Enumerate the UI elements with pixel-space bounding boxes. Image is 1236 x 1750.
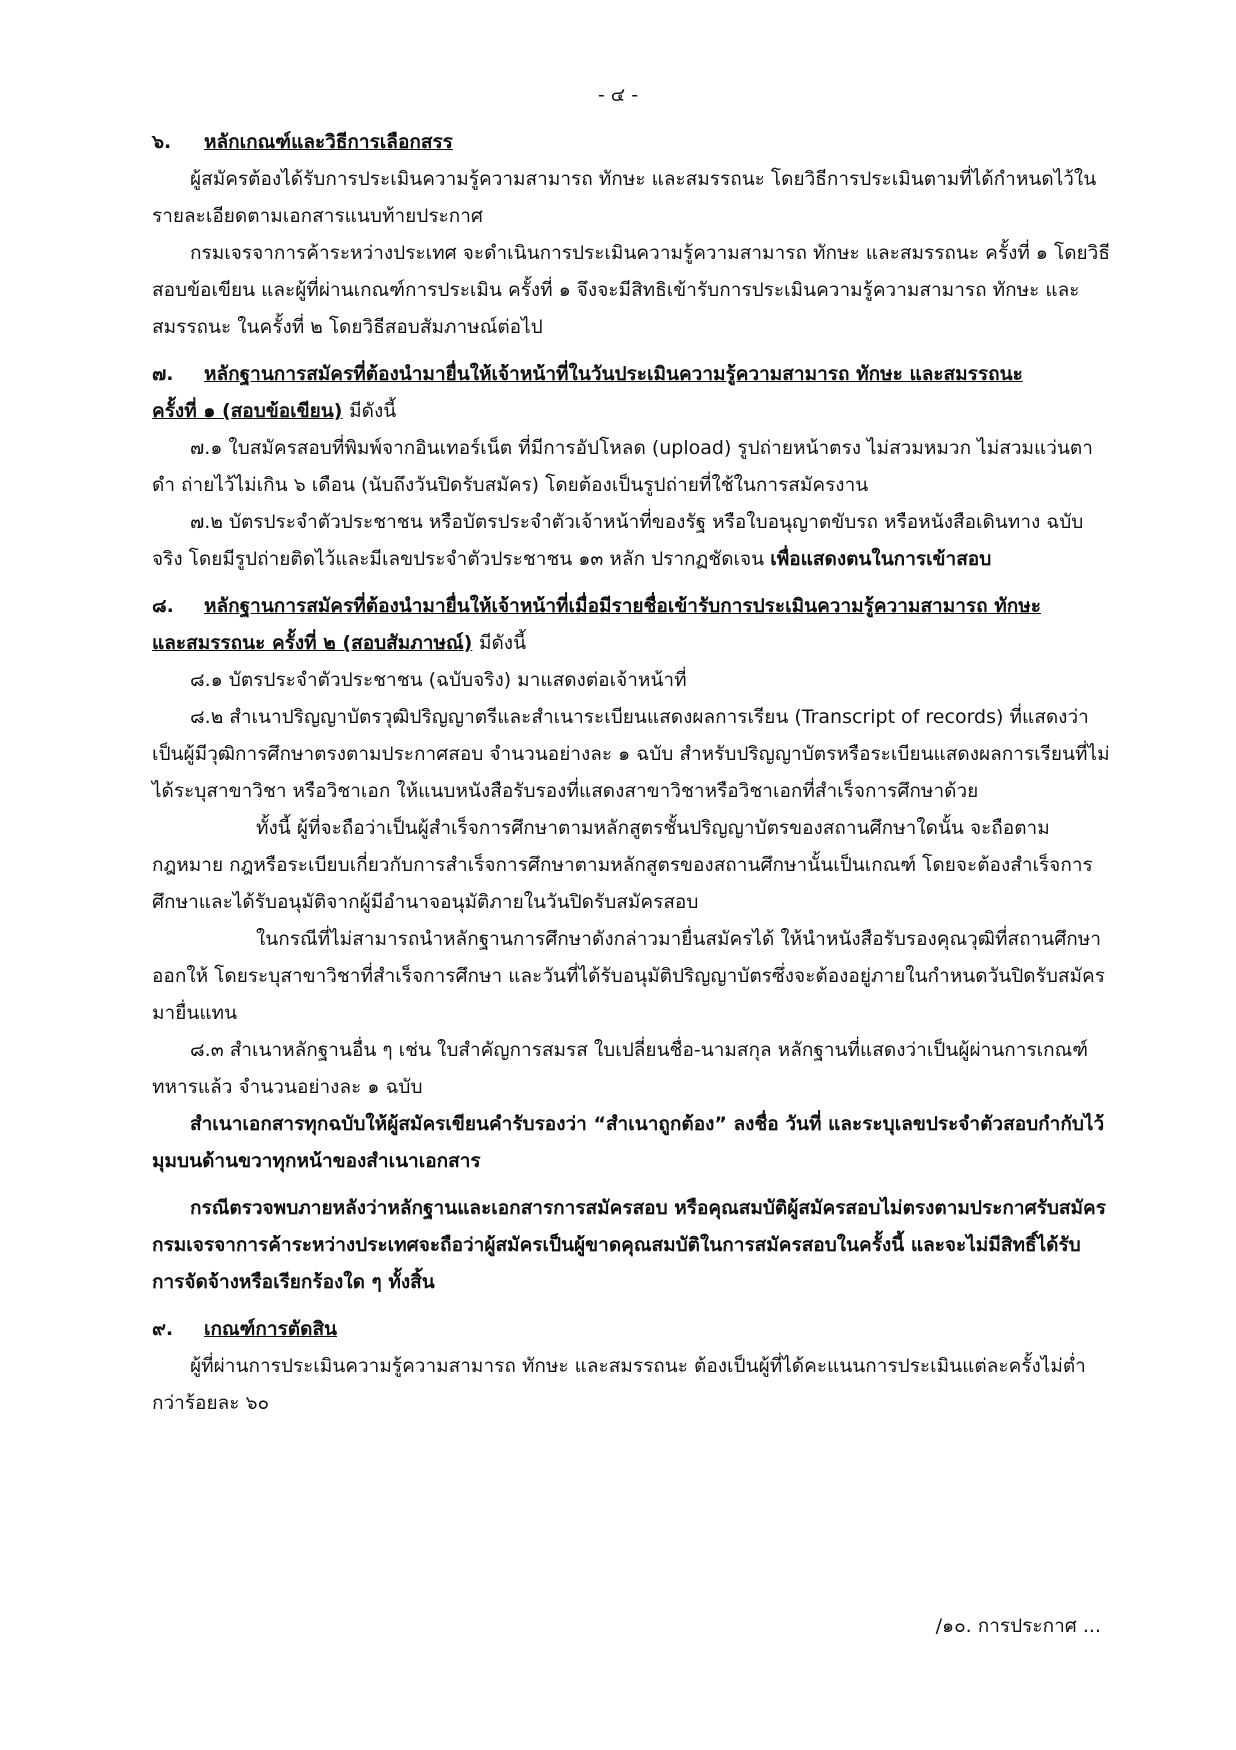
paragraph bbox=[152, 504, 1110, 578]
section-7 bbox=[152, 356, 1110, 578]
section-7-heading-line2 bbox=[152, 393, 1110, 430]
section-number: ๘. bbox=[152, 595, 174, 617]
section-8 bbox=[152, 588, 1110, 1301]
section-6 bbox=[152, 124, 1110, 346]
section-title-suffix: มีดังนี้ bbox=[349, 400, 397, 422]
paragraph: กรมเจรจาการค้าระหว่างประเทศ จะดำเนินการประเมินความรู้ความสามารถ ทักษะ และสมรรถนะ ครั้งที่ ๑ โดยวิธีสอบข้อเขียน และผู้ที่ผ่านเกณฑ์การประเมิน ครั้งที่ ๑ จึงจะมีสิทธิเข้ารับการประเมินความรู้ความสามารถ ทักษะ และสมรรถนะ ในครั้งที่ ๒ โดยวิธีสอบสัมภาษณ์ต่อไป bbox=[152, 242, 1110, 338]
section-6-heading bbox=[152, 124, 1110, 161]
section-7-heading bbox=[152, 356, 1110, 393]
section-title-suffix: มีดังนี้ bbox=[478, 632, 527, 654]
paragraph: ทั้งนี้ ผู้ที่จะถือว่าเป็นผู้สำเร็จการศึกษาตามหลักสูตรชั้นปริญญาบัตรของสถานศึกษาใดนั้น จะถือตามกฎหมาย กฎหรือระเบียบเกี่ยวกับการสำเร็จการศึกษาตามหลักสูตรของสถานศึกษานั้นเป็นเกณฑ์ โดยจะต้องสำเร็จการศึกษาและได้รับอนุมัติจากผู้มีอำนาจอนุมัติภายในวันปิดรับสมัครสอบ bbox=[152, 817, 1093, 913]
paragraph: ในกรณีที่ไม่สามารถนำหลักฐานการศึกษาดังกล่าวมายื่นสมัครได้ ให้นำหนังสือรับรองคุณวุฒิที่สถานศึกษาออกให้ โดยระบุสาขาวิชาที่สำเร็จการศึกษา และวันที่ได้รับอนุมัติปริญญาบัตรซึ่งจะต้องอยู่ภายในกำหนดวันปิดรับสมัครมายื่นแทน bbox=[152, 928, 1105, 1024]
section-title-cont: และสมรรถนะ ครั้งที่ ๒ (สอบสัมภาษณ์) bbox=[152, 632, 473, 654]
page-number: - ๔ - bbox=[597, 84, 639, 106]
section-title: หลักฐานการสมัครที่ต้องนำมายื่นให้เจ้าหน้าที่เมื่อมีรายชื่อเข้ารับการประเมินความรู้ความสามารถ ทักษะ bbox=[204, 595, 1041, 617]
paragraph-text: ๗.๒ บัตรประจำตัวประชาชน หรือบัตรประจำตัวเจ้าหน้าที่ของรัฐ หรือใบอนุญาตขับรถ หรือหนังสือเดินทาง ฉบับจริง โดยมีรูปถ่ายติดไว้และมีเลขประจำตัวประชาชน ๑๓ หลัก ปรากฏชัดเจน bbox=[152, 511, 1084, 570]
section-title: เกณฑ์การตัดสิน bbox=[204, 1318, 338, 1340]
section-number: ๖. bbox=[152, 131, 172, 153]
section-title-cont: ครั้งที่ ๑ (สอบข้อเขียน) bbox=[152, 400, 343, 422]
paragraph-bold: สำเนาเอกสารทุกฉบับให้ผู้สมัครเขียนคำรับรองว่า “สำเนาถูกต้อง” ลงชื่อ วันที่ และระบุเลขประจำตัวสอบกำกับไว้มุมบนด้านขวาทุกหน้าของสำเนาเอกสาร bbox=[152, 1113, 1105, 1172]
section-number: ๗. bbox=[152, 363, 174, 385]
paragraph: ๘.๓ สำเนาหลักฐานอื่น ๆ เช่น ใบสำคัญการสมรส ใบเปลี่ยนชื่อ-นามสกุล หลักฐานที่แสดงว่าเป็นผู้ผ่านการเกณฑ์ทหารแล้ว จำนวนอย่างละ ๑ ฉบับ bbox=[152, 1039, 1089, 1098]
section-title: หลักฐานการสมัครที่ต้องนำมายื่นให้เจ้าหน้าที่ในวันประเมินความรู้ความสามารถ ทักษะ และสมรรถนะ bbox=[204, 363, 1023, 385]
paragraph-bold: กรณีตรวจพบภายหลังว่าหลักฐานและเอกสารการสมัครสอบ หรือคุณสมบัติผู้สมัครสอบไม่ตรงตามประกาศรับสมัคร กรมเจรจาการค้าระหว่างประเทศจะถือว่าผู้สมัครเป็นผู้ขาดคุณสมบัติในการสมัครสอบในครั้งนี้ และจะไม่มีสิทธิ์ได้รับการจัดจ้างหรือเรียกร้องใด ๆ ทั้งสิ้น bbox=[152, 1197, 1106, 1293]
paragraph: ๘.๒ สำเนาปริญญาบัตรวุฒิปริญญาตรีและสำเนาระเบียนแสดงผลการเรียน (Transcript of records) ที่แสดงว่าเป็นผู้มีวุฒิการศึกษาตรงตามประกาศสอบ จำนวนอย่างละ ๑ ฉบับ สำหรับปริญญาบัตรหรือระเบียนแสดงผลการเรียนที่ไม่ได้ระบุสาขาวิชา หรือวิชาเอก ให้แนบหนังสือรับรองที่แสดงสาขาวิชาหรือวิชาเอกที่สำเร็จการศึกษาด้วย bbox=[152, 706, 1110, 802]
continuation-note: /๑๐. การประกาศ ... bbox=[935, 1615, 1101, 1637]
paragraph-emphasis: เพื่อแสดงตนในการเข้าสอบ bbox=[770, 548, 992, 570]
section-title: หลักเกณฑ์และวิธีการเลือกสรร bbox=[204, 131, 453, 153]
section-number: ๙. bbox=[152, 1318, 174, 1340]
paragraph: ผู้สมัครต้องได้รับการประเมินความรู้ความสามารถ ทักษะ และสมรรถนะ โดยวิธีการประเมินตามที่ได้กำหนดไว้ในรายละเอียดตามเอกสารแนบท้ายประกาศ bbox=[152, 168, 1097, 227]
document-body bbox=[152, 124, 1110, 1422]
section-9-heading bbox=[152, 1311, 1110, 1348]
section-8-heading bbox=[152, 588, 1110, 625]
section-9 bbox=[152, 1311, 1110, 1422]
paragraph: ๗.๑ ใบสมัครสอบที่พิมพ์จากอินเทอร์เน็ต ที่มีการอัปโหลด (upload) รูปถ่ายหน้าตรง ไม่สวมหมวก ไม่สวมแว่นตาดำ ถ่ายไว้ไม่เกิน ๖ เดือน (นับถึงวันปิดรับสมัคร) โดยต้องเป็นรูปถ่ายที่ใช้ในการสมัครงาน bbox=[152, 437, 1093, 496]
paragraph: ผู้ที่ผ่านการประเมินความรู้ความสามารถ ทักษะ และสมรรถนะ ต้องเป็นผู้ที่ได้คะแนนการประเมินแต่ละครั้งไม่ต่ำกว่าร้อยละ ๖๐ bbox=[152, 1355, 1086, 1414]
paragraph: ๘.๑ บัตรประจำตัวประชาชน (ฉบับจริง) มาแสดงต่อเจ้าหน้าที่ bbox=[190, 669, 687, 691]
section-8-heading-line2 bbox=[152, 625, 1110, 662]
